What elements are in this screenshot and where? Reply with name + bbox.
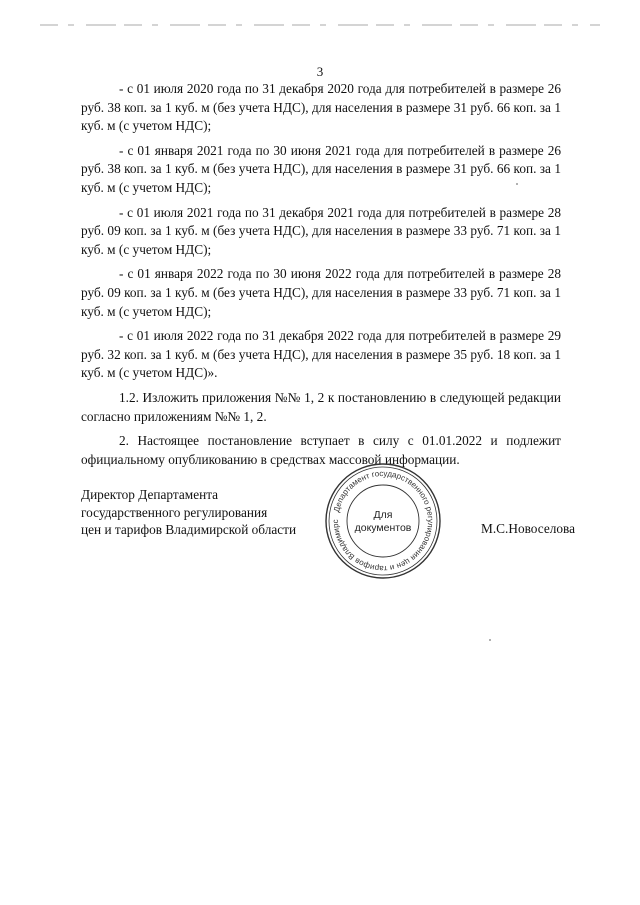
position-line: государственного регулирования	[81, 504, 268, 520]
scan-header-dashes	[40, 24, 600, 26]
tariff-period-2022-h2: - с 01 июля 2022 года по 31 декабря 2022 года для потребителей в размере 29 руб. 32 коп. за 1 куб. м (без учета НДС), для населения в размере 35 руб. 18 коп. за 1 куб. м (с учетом НДС)».	[81, 328, 561, 381]
clause-1-2: 1.2. Изложить приложения №№ 1, 2 к постановлению в следующей редакции согласно приложениям №№ 1, 2.	[81, 389, 561, 424]
tariff-period-2021-h2: - с 01 июля 2021 года по 31 декабря 2021 года для потребителей в размере 28 руб. 09 коп. за 1 куб. м (без учета НДС), для населения в размере 33 руб. 71 коп. за 1 куб. м (с учетом НДС);	[81, 204, 561, 257]
stamp-ring-text: Департамент государственного регулирования цен и тарифов Владимирс	[330, 468, 436, 574]
signatory-name: М.С.Новоселова	[481, 521, 576, 536]
tariff-period-2022-h1: - с 01 января 2022 года по 30 июня 2022 года для потребителей в размере 28 руб. 09 коп. за 1 куб. м (без учета НДС), для населения в размере 33 руб. 71 коп. за 1 куб. м (с учетом НДС);	[81, 266, 561, 319]
position-line: цен и тарифов Владимирской области	[81, 522, 297, 537]
stamp-center-text	[323, 509, 443, 535]
tariff-period-2020-h2: - с 01 июля 2020 года по 31 декабря 2020 года для потребителей в размере 26 руб. 38 коп. за 1 куб. м (без учета НДС), для населения в размере 31 руб. 66 коп. за 1 куб. м (с учетом НДС);	[81, 81, 561, 134]
scan-speck	[489, 639, 491, 641]
signatory-position	[81, 486, 296, 539]
page-number: 3	[316, 64, 324, 79]
stamp-center-line: документов	[354, 522, 412, 534]
stamp-center-line: Для	[373, 509, 393, 521]
position-line: Директор Департамента	[81, 487, 219, 502]
scan-speck	[516, 183, 518, 185]
document-body	[81, 80, 561, 469]
tariff-period-2021-h1: - с 01 января 2021 года по 30 июня 2021 года для потребителей в размере 26 руб. 38 коп. за 1 куб. м (без учета НДС), для населения в размере 31 руб. 66 коп. за 1 куб. м (с учетом НДС);	[81, 142, 561, 195]
official-stamp	[323, 461, 443, 581]
clause-2: 2. Настоящее постановление вступает в силу с 01.01.2022 и подлежит официальному опубликованию в средствах массовой информации.	[81, 433, 561, 467]
